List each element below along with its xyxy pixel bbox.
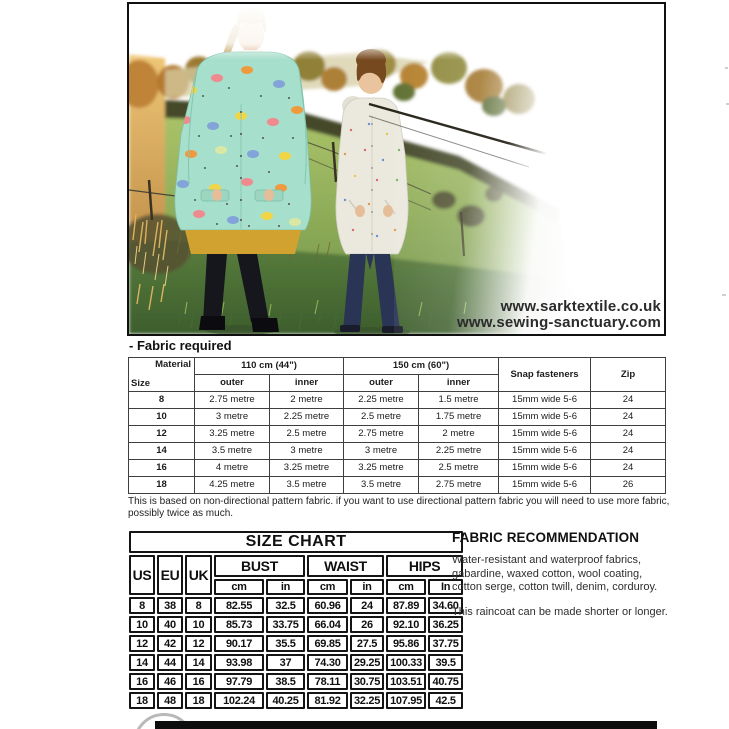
fabric-recommendation-heading: FABRIC RECOMMENDATION	[452, 530, 640, 545]
size-cell: 14	[129, 443, 195, 460]
waist-in-cell: 30.75	[350, 673, 384, 690]
size-label: Size	[131, 378, 151, 390]
fabric-recommendation-section	[452, 530, 672, 630]
uk-cell: 12	[185, 635, 212, 652]
inner110-cell: 3.5 metre	[270, 477, 344, 494]
inner110-cell: 3 metre	[270, 443, 344, 460]
outer150-cell: 2.75 metre	[344, 426, 419, 443]
us-cell: 8	[129, 597, 155, 614]
fabric-recommendation-para2: This raincoat can be made shorter or longer.	[452, 605, 668, 618]
bust-in-cell: 40.25	[266, 692, 305, 709]
outer110-cell: 3 metre	[195, 409, 270, 426]
inner110-cell: 2.25 metre	[270, 409, 344, 426]
outer110-cell: 3.5 metre	[195, 443, 270, 460]
waist-in-cell: 26	[350, 616, 384, 633]
size-cell: 18	[129, 477, 195, 494]
hips-in-cell: 34.60	[428, 597, 463, 614]
eu-cell: 38	[157, 597, 183, 614]
waist-cm-cell: 74.30	[307, 654, 348, 671]
header-outer-150: outer	[344, 375, 419, 392]
inner110-cell: 2 metre	[270, 392, 344, 409]
header-width-150: 150 cm (60")	[344, 358, 499, 375]
scan-artifact	[725, 67, 728, 69]
hips-in-cell: 39.5	[428, 654, 463, 671]
waist-in-cell: 27.5	[350, 635, 384, 652]
waist-in-cell: 32.25	[350, 692, 384, 709]
fabric-row-16	[129, 460, 666, 477]
bust-cm-cell: 90.17	[214, 635, 264, 652]
fabric-row-18	[129, 477, 666, 494]
outer110-cell: 2.75 metre	[195, 392, 270, 409]
bust-cm-cell: 93.98	[214, 654, 264, 671]
bust-in-cell: 38.5	[266, 673, 305, 690]
bust-cm-cell: 102.24	[214, 692, 264, 709]
scan-artifact	[722, 294, 726, 296]
uk-cell: 16	[185, 673, 212, 690]
eu-cell: 42	[157, 635, 183, 652]
size-row-10	[129, 616, 463, 633]
waist-cm-cell: 81.92	[307, 692, 348, 709]
eu-cell: 46	[157, 673, 183, 690]
snap-cell: 15mm wide 5-6	[499, 460, 591, 477]
waist-cm-cell: 69.85	[307, 635, 348, 652]
eu-cell: 44	[157, 654, 183, 671]
size-cell: 10	[129, 409, 195, 426]
waist-cm-cell: 66.04	[307, 616, 348, 633]
size-row-8	[129, 597, 463, 614]
uk-cell: 18	[185, 692, 212, 709]
hips-cm-cell: 103.51	[386, 673, 426, 690]
header-width-110: 110 cm (44")	[195, 358, 344, 375]
header-material-size	[129, 358, 195, 392]
header-snap-fasteners: Snap fasteners	[499, 358, 591, 392]
fabric-recommendation-para1: Water-resistant and waterproof fabrics, gabardine, waxed cotton, wool coating, cotton serge, cotton twill, denim, corduroy.	[452, 554, 658, 593]
waist-in-cell: 24	[350, 597, 384, 614]
next-section-bar	[155, 721, 657, 729]
uk-cell: 14	[185, 654, 212, 671]
hips-cm-cell: 95.86	[386, 635, 426, 652]
size-cell: 16	[129, 460, 195, 477]
header-waist-in: in	[350, 579, 384, 595]
photo-credits	[457, 299, 661, 331]
size-chart-table	[127, 529, 465, 711]
fabric-note: This is based on non-directional pattern fabric. if you want to use directional pattern fabric you will need to use more fabric, possibly twice as much.	[128, 496, 670, 519]
inner150-cell: 1.5 metre	[419, 392, 499, 409]
us-cell: 16	[129, 673, 155, 690]
zip-cell: 24	[591, 426, 666, 443]
size-row-14	[129, 654, 463, 671]
size-cell: 12	[129, 426, 195, 443]
header-eu: EU	[157, 555, 183, 595]
inner110-cell: 2.5 metre	[270, 426, 344, 443]
bust-in-cell: 33.75	[266, 616, 305, 633]
hips-in-cell: 36.25	[428, 616, 463, 633]
cover-photo	[127, 2, 666, 336]
header-waist-cm: cm	[307, 579, 348, 595]
outer150-cell: 3.5 metre	[344, 477, 419, 494]
fabric-required-heading: - Fabric required	[129, 338, 232, 353]
hips-cm-cell: 92.10	[386, 616, 426, 633]
inner150-cell: 2.5 metre	[419, 460, 499, 477]
snap-cell: 15mm wide 5-6	[499, 426, 591, 443]
bust-cm-cell: 97.79	[214, 673, 264, 690]
inner110-cell: 3.25 metre	[270, 460, 344, 477]
hips-in-cell: 40.75	[428, 673, 463, 690]
outer110-cell: 4.25 metre	[195, 477, 270, 494]
bust-cm-cell: 82.55	[214, 597, 264, 614]
size-row-18	[129, 692, 463, 709]
header-bust-cm: cm	[214, 579, 264, 595]
us-cell: 10	[129, 616, 155, 633]
fabric-required-table	[128, 357, 666, 494]
outer150-cell: 3 metre	[344, 443, 419, 460]
hips-cm-cell: 87.89	[386, 597, 426, 614]
zip-cell: 24	[591, 409, 666, 426]
inner150-cell: 2.25 metre	[419, 443, 499, 460]
outer150-cell: 2.25 metre	[344, 392, 419, 409]
zip-cell: 24	[591, 392, 666, 409]
eu-cell: 40	[157, 616, 183, 633]
header-bust-in: in	[266, 579, 305, 595]
photo-illustration	[129, 4, 664, 334]
inner150-cell: 1.75 metre	[419, 409, 499, 426]
zip-cell: 24	[591, 443, 666, 460]
waist-cm-cell: 60.96	[307, 597, 348, 614]
fabric-row-10	[129, 409, 666, 426]
hips-cm-cell: 100.33	[386, 654, 426, 671]
snap-cell: 15mm wide 5-6	[499, 409, 591, 426]
header-inner-150: inner	[419, 375, 499, 392]
eu-cell: 48	[157, 692, 183, 709]
snap-cell: 15mm wide 5-6	[499, 477, 591, 494]
fabric-row-12	[129, 426, 666, 443]
header-zip: Zip	[591, 358, 666, 392]
us-cell: 18	[129, 692, 155, 709]
bust-cm-cell: 85.73	[214, 616, 264, 633]
uk-cell: 10	[185, 616, 212, 633]
fabric-row-14	[129, 443, 666, 460]
header-outer-110: outer	[195, 375, 270, 392]
header-inner-110: inner	[270, 375, 344, 392]
outer110-cell: 3.25 metre	[195, 426, 270, 443]
size-chart-title: SIZE CHART	[129, 531, 463, 553]
header-hips-in: In	[428, 579, 463, 595]
sky-overlay	[129, 4, 664, 60]
header-waist: WAIST	[307, 555, 384, 577]
size-row-12	[129, 635, 463, 652]
bust-in-cell: 37	[266, 654, 305, 671]
snap-cell: 15mm wide 5-6	[499, 443, 591, 460]
us-cell: 14	[129, 654, 155, 671]
us-cell: 12	[129, 635, 155, 652]
outer150-cell: 2.5 metre	[344, 409, 419, 426]
outer110-cell: 4 metre	[195, 460, 270, 477]
header-uk: UK	[185, 555, 212, 595]
zip-cell: 24	[591, 460, 666, 477]
hips-in-cell: 42.5	[428, 692, 463, 709]
header-hips-cm: cm	[386, 579, 426, 595]
zip-cell: 26	[591, 477, 666, 494]
credit-url-sarktextile[interactable]: www.sarktextile.co.uk	[500, 298, 661, 315]
waist-cm-cell: 78.11	[307, 673, 348, 690]
waist-in-cell: 29.25	[350, 654, 384, 671]
credit-url-sewing-sanctuary[interactable]: www.sewing-sanctuary.com	[456, 314, 661, 331]
size-row-16	[129, 673, 463, 690]
inner150-cell: 2.75 metre	[419, 477, 499, 494]
header-hips: HIPS	[386, 555, 463, 577]
hips-cm-cell: 107.95	[386, 692, 426, 709]
inner150-cell: 2 metre	[419, 426, 499, 443]
uk-cell: 8	[185, 597, 212, 614]
fabric-row-8	[129, 392, 666, 409]
size-cell: 8	[129, 392, 195, 409]
bust-in-cell: 35.5	[266, 635, 305, 652]
header-us: US	[129, 555, 155, 595]
hips-in-cell: 37.75	[428, 635, 463, 652]
snap-cell: 15mm wide 5-6	[499, 392, 591, 409]
bust-in-cell: 32.5	[266, 597, 305, 614]
material-label: Material	[155, 359, 191, 370]
header-bust: BUST	[214, 555, 305, 577]
outer150-cell: 3.25 metre	[344, 460, 419, 477]
